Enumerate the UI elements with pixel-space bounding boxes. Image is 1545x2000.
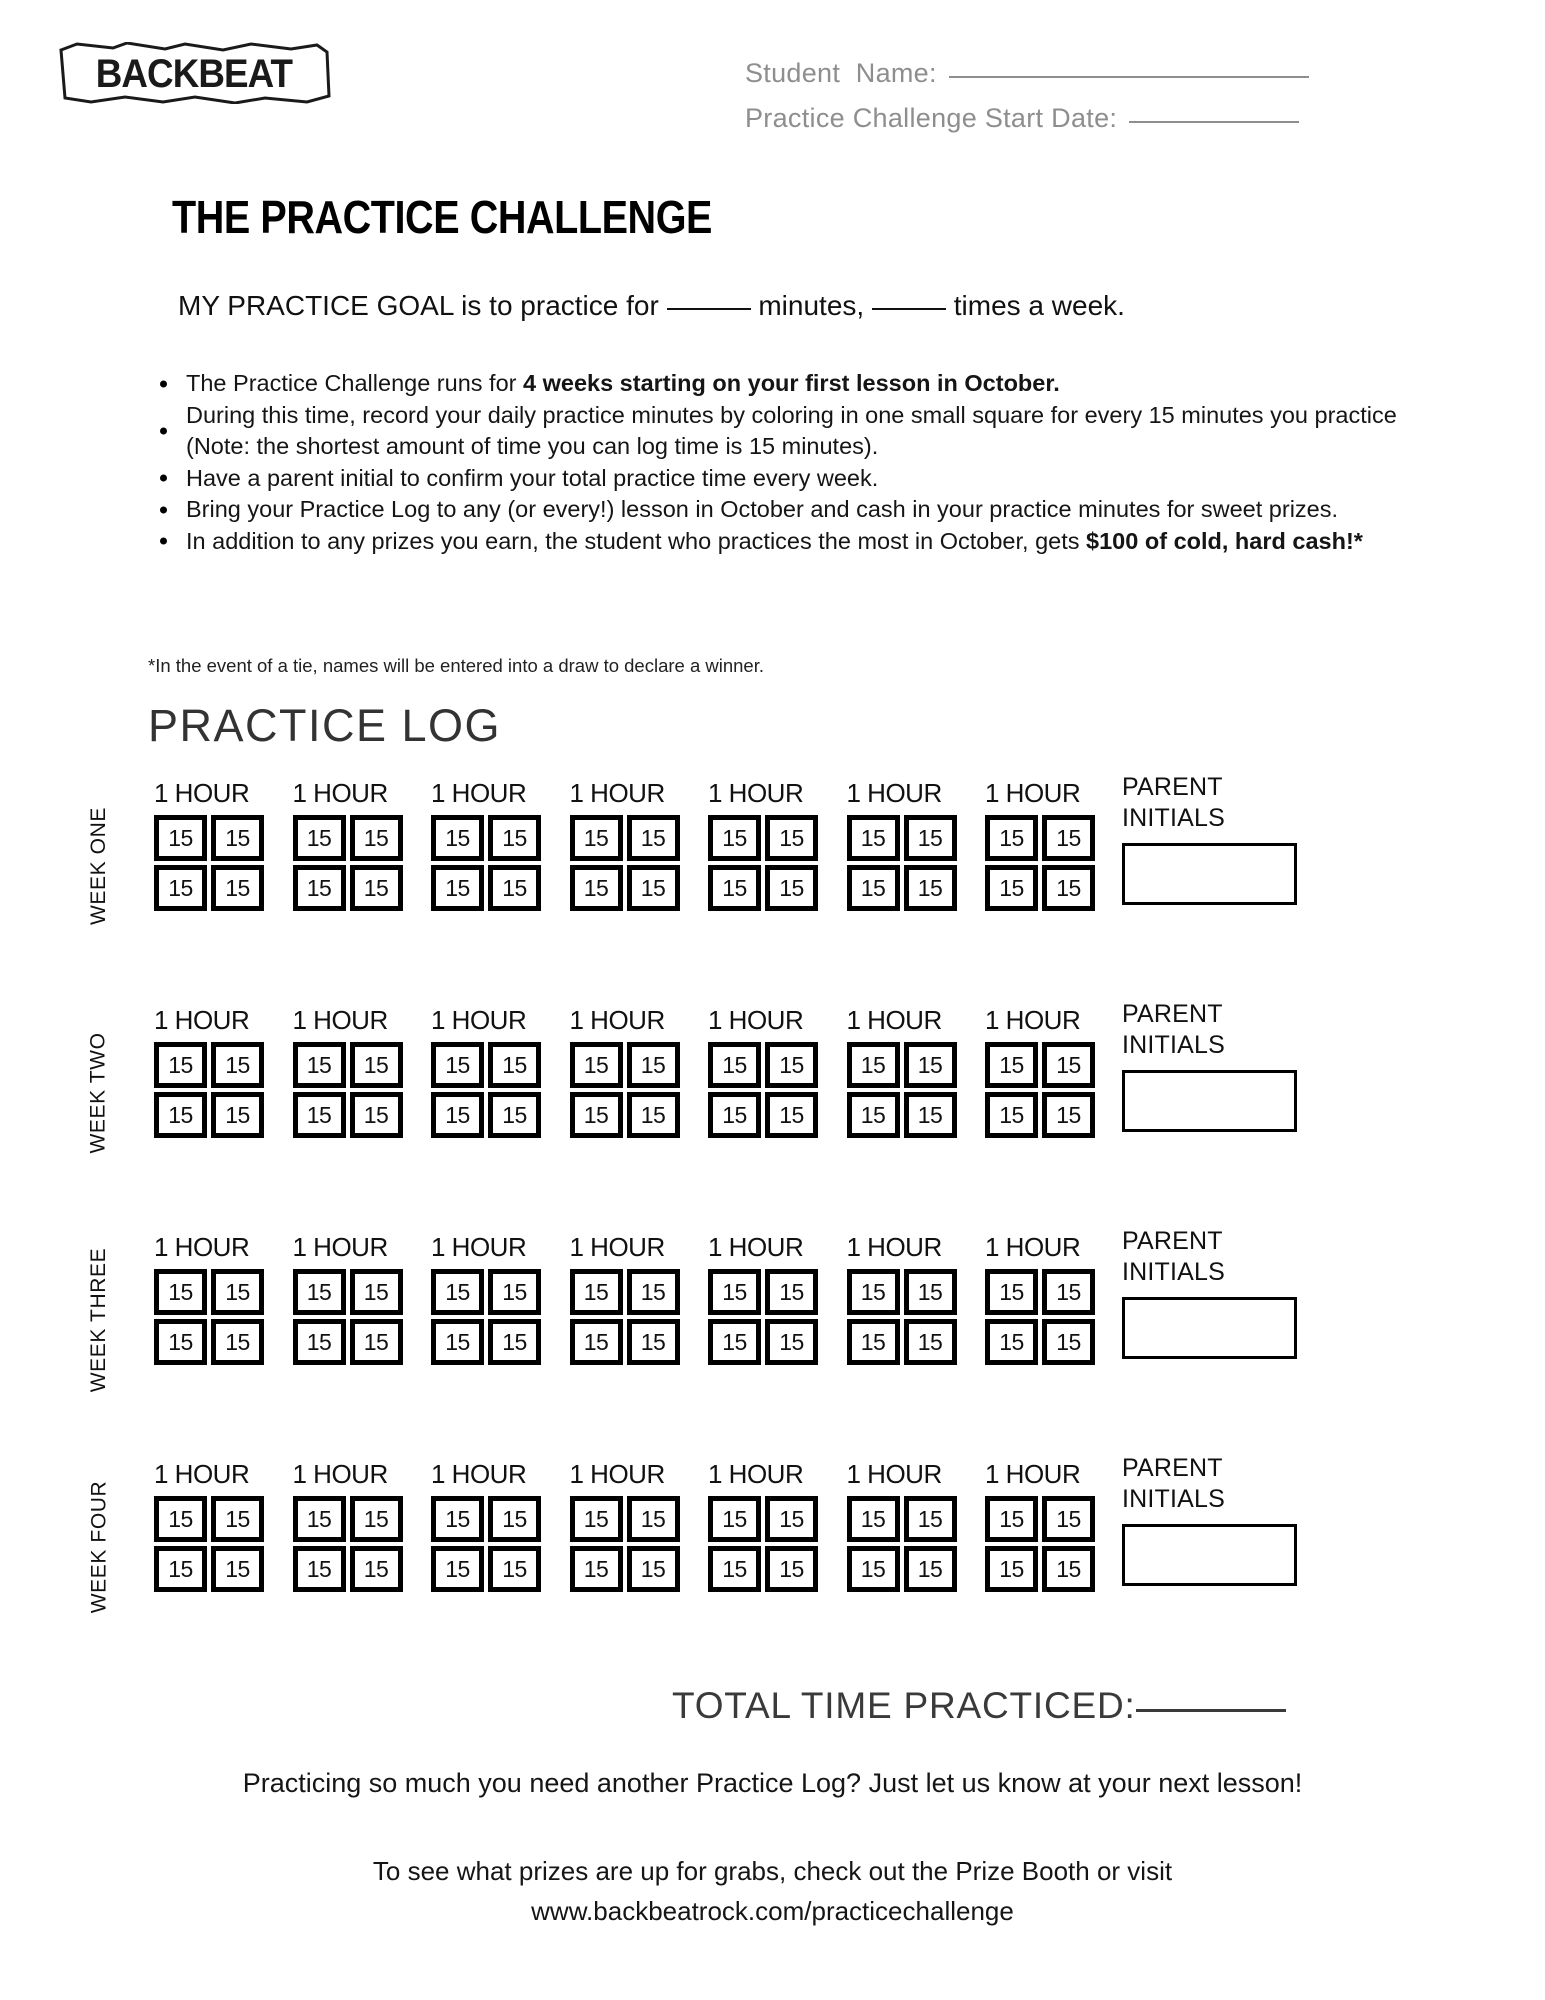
week-label-4 xyxy=(82,1459,116,1634)
quarter-hour-cell[interactable]: 15 xyxy=(904,865,957,911)
hour-block xyxy=(985,1459,1095,1592)
week-row xyxy=(82,773,1482,1005)
hour-label: 1 HOUR xyxy=(708,778,804,808)
quarter-hour-cell[interactable]: 15 xyxy=(1042,1546,1095,1592)
quarter-hour-quad xyxy=(570,815,680,911)
quarter-hour-quad xyxy=(847,1042,957,1138)
hour-label: 1 HOUR xyxy=(292,1232,388,1262)
hour-label: 1 HOUR xyxy=(846,1459,942,1489)
quarter-hour-cell[interactable]: 15 xyxy=(488,1546,541,1592)
week-label-text: WEEK THREE xyxy=(87,1247,110,1392)
instructions-list xyxy=(152,368,1402,557)
hour-label: 1 HOUR xyxy=(292,1459,388,1489)
quarter-hour-cell[interactable]: 15 xyxy=(627,1269,680,1315)
quarter-hour-quad xyxy=(708,815,818,911)
hour-label: 1 HOUR xyxy=(292,778,388,808)
goal-text-part3: times a week. xyxy=(945,290,1125,321)
hour-block xyxy=(570,1459,680,1592)
quarter-hour-cell[interactable]: 15 xyxy=(154,865,207,911)
hour-label: 1 HOUR xyxy=(569,1459,665,1489)
hour-label: 1 HOUR xyxy=(846,1232,942,1262)
bullet-text: The Practice Challenge runs for xyxy=(186,370,523,396)
parent-initials-label xyxy=(1122,772,1312,834)
parent-initials-label-line2: INITIALS xyxy=(1122,1485,1226,1513)
total-time-input[interactable] xyxy=(1136,1709,1286,1712)
page-title: THE PRACTICE CHALLENGE xyxy=(172,191,712,243)
hour-label: 1 HOUR xyxy=(569,1005,665,1035)
bullet-text: In addition to any prizes you earn, the student who practices the most in October, gets xyxy=(186,527,1087,554)
quarter-hour-cell[interactable]: 15 xyxy=(431,815,484,861)
quarter-hour-cell[interactable]: 15 xyxy=(488,865,541,911)
week-row xyxy=(82,1454,1482,1686)
total-time-practiced xyxy=(672,1685,1286,1727)
hour-block xyxy=(985,1232,1095,1365)
quarter-hour-cell[interactable]: 15 xyxy=(570,1319,623,1365)
quarter-hour-cell[interactable]: 15 xyxy=(154,1042,207,1088)
quarter-hour-cell[interactable]: 15 xyxy=(627,1092,680,1138)
quarter-hour-cell[interactable]: 15 xyxy=(765,1042,818,1088)
quarter-hour-cell[interactable]: 15 xyxy=(431,1546,484,1592)
week-label-text: WEEK TWO xyxy=(87,1031,110,1154)
quarter-hour-cell[interactable]: 15 xyxy=(293,815,346,861)
quarter-hour-cell[interactable]: 15 xyxy=(904,1496,957,1542)
quarter-hour-cell[interactable]: 15 xyxy=(1042,1092,1095,1138)
hour-label: 1 HOUR xyxy=(985,1459,1081,1489)
hour-block xyxy=(431,778,541,911)
quarter-hour-cell[interactable]: 15 xyxy=(488,1042,541,1088)
quarter-hour-quad xyxy=(154,1042,264,1138)
quarter-hour-cell[interactable]: 15 xyxy=(431,1269,484,1315)
week-label-text: WEEK ONE xyxy=(87,806,111,925)
parent-initials-label-line1: PARENT xyxy=(1122,1000,1223,1028)
hour-label: 1 HOUR xyxy=(985,1005,1081,1035)
quarter-hour-cell[interactable]: 15 xyxy=(708,1319,761,1365)
student-name-row xyxy=(745,58,1385,89)
quarter-hour-cell[interactable]: 15 xyxy=(488,1319,541,1365)
quarter-hour-cell[interactable]: 15 xyxy=(431,1042,484,1088)
hour-label: 1 HOUR xyxy=(569,778,665,808)
quarter-hour-quad xyxy=(847,1269,957,1365)
hour-block-group xyxy=(154,1005,1095,1138)
quarter-hour-cell[interactable]: 15 xyxy=(293,1496,346,1542)
parent-initials-input[interactable] xyxy=(1122,1297,1297,1359)
quarter-hour-cell[interactable]: 15 xyxy=(847,815,900,861)
quarter-hour-cell[interactable]: 15 xyxy=(985,815,1038,861)
hour-block xyxy=(847,1005,957,1138)
quarter-hour-cell[interactable]: 15 xyxy=(211,1042,264,1088)
quarter-hour-cell[interactable]: 15 xyxy=(350,1092,403,1138)
practice-log-heading: PRACTICE LOG xyxy=(148,700,502,751)
quarter-hour-cell[interactable]: 15 xyxy=(765,865,818,911)
backbeat-logo xyxy=(55,42,333,104)
quarter-hour-cell[interactable]: 15 xyxy=(708,1496,761,1542)
hour-label: 1 HOUR xyxy=(154,1005,250,1035)
quarter-hour-cell[interactable]: 15 xyxy=(1042,815,1095,861)
hour-label: 1 HOUR xyxy=(708,1232,804,1262)
quarter-hour-cell[interactable]: 15 xyxy=(765,1269,818,1315)
hour-block xyxy=(431,1005,541,1138)
quarter-hour-cell[interactable]: 15 xyxy=(293,1092,346,1138)
week-row xyxy=(82,1227,1482,1459)
list-item xyxy=(152,494,1402,526)
quarter-hour-quad xyxy=(985,815,1095,911)
quarter-hour-cell[interactable]: 15 xyxy=(154,1092,207,1138)
quarter-hour-cell[interactable]: 15 xyxy=(904,1042,957,1088)
page-footer xyxy=(0,1768,1545,1931)
quarter-hour-quad xyxy=(570,1042,680,1138)
quarter-hour-cell[interactable]: 15 xyxy=(211,1546,264,1592)
quarter-hour-cell[interactable]: 15 xyxy=(154,1319,207,1365)
hour-block xyxy=(154,1005,264,1138)
practice-goal-statement xyxy=(178,290,1125,322)
footer-prize-line: To see what prizes are up for grabs, check out the Prize Booth or visit xyxy=(372,1856,1173,1886)
quarter-hour-cell[interactable]: 15 xyxy=(350,815,403,861)
start-date-row xyxy=(745,103,1385,134)
quarter-hour-cell[interactable]: 15 xyxy=(985,1319,1038,1365)
bullet-text: Bring your Practice Log to any (or every!) lesson in October and cash in your practice minutes for sweet prizes. xyxy=(186,496,1339,522)
quarter-hour-cell[interactable]: 15 xyxy=(904,1546,957,1592)
quarter-hour-cell[interactable]: 15 xyxy=(431,865,484,911)
quarter-hour-cell[interactable]: 15 xyxy=(1042,1042,1095,1088)
quarter-hour-cell[interactable]: 15 xyxy=(847,1092,900,1138)
list-item xyxy=(152,400,1402,463)
quarter-hour-cell[interactable]: 15 xyxy=(350,1319,403,1365)
hour-block xyxy=(708,1005,818,1138)
parent-initials-label-line1: PARENT xyxy=(1122,1454,1223,1482)
quarter-hour-quad xyxy=(708,1269,818,1365)
quarter-hour-quad xyxy=(708,1042,818,1138)
quarter-hour-quad xyxy=(985,1269,1095,1365)
hour-label: 1 HOUR xyxy=(846,778,942,808)
quarter-hour-cell[interactable]: 15 xyxy=(765,1496,818,1542)
quarter-hour-cell[interactable]: 15 xyxy=(570,1092,623,1138)
quarter-hour-quad xyxy=(570,1496,680,1592)
parent-initials-input[interactable] xyxy=(1122,843,1297,905)
quarter-hour-cell[interactable]: 15 xyxy=(570,865,623,911)
quarter-hour-quad xyxy=(431,1269,541,1365)
parent-initials-input[interactable] xyxy=(1122,1070,1297,1132)
hour-label: 1 HOUR xyxy=(431,1459,527,1489)
quarter-hour-quad xyxy=(570,1269,680,1365)
hour-block xyxy=(570,1232,680,1365)
quarter-hour-quad xyxy=(293,815,403,911)
quarter-hour-cell[interactable]: 15 xyxy=(765,1546,818,1592)
parent-initials-label xyxy=(1122,999,1312,1061)
hour-block xyxy=(431,1459,541,1592)
hour-block-group xyxy=(154,1232,1095,1365)
hour-block xyxy=(985,1005,1095,1138)
list-item xyxy=(152,463,1402,495)
student-name-label: Student Name: xyxy=(745,58,937,88)
quarter-hour-cell[interactable]: 15 xyxy=(211,1092,264,1138)
quarter-hour-cell[interactable]: 15 xyxy=(985,1092,1038,1138)
quarter-hour-cell[interactable]: 15 xyxy=(293,1546,346,1592)
tie-breaker-footnote: *In the event of a tie, names will be entered into a draw to declare a winner. xyxy=(148,655,765,676)
quarter-hour-quad xyxy=(985,1496,1095,1592)
quarter-hour-cell[interactable]: 15 xyxy=(211,1496,264,1542)
quarter-hour-quad xyxy=(431,815,541,911)
hour-block-group xyxy=(154,778,1095,911)
hour-block xyxy=(570,1005,680,1138)
quarter-hour-cell[interactable]: 15 xyxy=(627,1496,680,1542)
quarter-hour-quad xyxy=(154,815,264,911)
parent-initials-input[interactable] xyxy=(1122,1524,1297,1586)
quarter-hour-quad xyxy=(293,1496,403,1592)
hour-label: 1 HOUR xyxy=(154,1232,250,1262)
quarter-hour-cell[interactable]: 15 xyxy=(708,865,761,911)
quarter-hour-cell[interactable]: 15 xyxy=(488,1496,541,1542)
quarter-hour-cell[interactable]: 15 xyxy=(293,1042,346,1088)
quarter-hour-cell[interactable]: 15 xyxy=(154,1546,207,1592)
quarter-hour-cell[interactable]: 15 xyxy=(904,1092,957,1138)
quarter-hour-cell[interactable]: 15 xyxy=(847,1269,900,1315)
footer-prize-info xyxy=(0,1851,1545,1931)
quarter-hour-cell[interactable]: 15 xyxy=(904,1269,957,1315)
quarter-hour-cell[interactable]: 15 xyxy=(765,1092,818,1138)
quarter-hour-cell[interactable]: 15 xyxy=(627,815,680,861)
quarter-hour-cell[interactable]: 15 xyxy=(985,1042,1038,1088)
quarter-hour-cell[interactable]: 15 xyxy=(154,815,207,861)
quarter-hour-cell[interactable]: 15 xyxy=(847,865,900,911)
quarter-hour-cell[interactable]: 15 xyxy=(708,815,761,861)
quarter-hour-cell[interactable]: 15 xyxy=(570,1496,623,1542)
quarter-hour-cell[interactable]: 15 xyxy=(350,865,403,911)
week-label-2 xyxy=(82,1005,116,1180)
hour-block xyxy=(708,778,818,911)
quarter-hour-cell[interactable]: 15 xyxy=(570,1269,623,1315)
list-item xyxy=(152,526,1402,558)
quarter-hour-cell[interactable]: 15 xyxy=(847,1496,900,1542)
hour-block xyxy=(708,1459,818,1592)
quarter-hour-cell[interactable]: 15 xyxy=(627,1319,680,1365)
hour-block xyxy=(293,1459,403,1592)
hour-label: 1 HOUR xyxy=(569,1232,665,1262)
quarter-hour-cell[interactable]: 15 xyxy=(350,1269,403,1315)
parent-initials-label-line1: PARENT xyxy=(1122,773,1223,801)
parent-initials-label-line2: INITIALS xyxy=(1122,804,1226,832)
hour-label: 1 HOUR xyxy=(431,778,527,808)
footer-note: Practicing so much you need another Practice Log? Just let us know at your next lesson! xyxy=(242,1768,1303,1798)
bullet-text: During this time, record your daily practice minutes by coloring in one small square for every 15 minutes you practice (Note: the shortest amount of time you can log time is 15 minutes). xyxy=(186,401,1397,459)
quarter-hour-cell[interactable]: 15 xyxy=(570,1546,623,1592)
quarter-hour-cell[interactable]: 15 xyxy=(847,1042,900,1088)
quarter-hour-cell[interactable]: 15 xyxy=(1042,865,1095,911)
quarter-hour-cell[interactable]: 15 xyxy=(985,1496,1038,1542)
hour-block-group xyxy=(154,1459,1095,1592)
quarter-hour-quad xyxy=(293,1269,403,1365)
quarter-hour-quad xyxy=(293,1042,403,1138)
hour-label: 1 HOUR xyxy=(154,1459,250,1489)
start-date-input[interactable] xyxy=(1129,121,1299,123)
student-name-input[interactable] xyxy=(949,76,1309,78)
quarter-hour-cell[interactable]: 15 xyxy=(154,1269,207,1315)
quarter-hour-cell[interactable]: 15 xyxy=(431,1092,484,1138)
quarter-hour-cell[interactable]: 15 xyxy=(570,1042,623,1088)
quarter-hour-cell[interactable]: 15 xyxy=(708,1546,761,1592)
hour-label: 1 HOUR xyxy=(431,1232,527,1262)
hour-block xyxy=(154,1232,264,1365)
hour-block xyxy=(293,1232,403,1365)
quarter-hour-quad xyxy=(154,1269,264,1365)
quarter-hour-cell[interactable]: 15 xyxy=(293,1319,346,1365)
week-label-3 xyxy=(82,1232,116,1407)
quarter-hour-cell[interactable]: 15 xyxy=(211,865,264,911)
hour-block xyxy=(154,1459,264,1592)
quarter-hour-cell[interactable]: 15 xyxy=(708,1092,761,1138)
hour-label: 1 HOUR xyxy=(431,1005,527,1035)
quarter-hour-cell[interactable]: 15 xyxy=(1042,1269,1095,1315)
quarter-hour-cell[interactable]: 15 xyxy=(154,1496,207,1542)
quarter-hour-cell[interactable]: 15 xyxy=(985,1546,1038,1592)
quarter-hour-cell[interactable]: 15 xyxy=(708,1042,761,1088)
quarter-hour-cell[interactable]: 15 xyxy=(904,1319,957,1365)
quarter-hour-quad xyxy=(154,1496,264,1592)
quarter-hour-cell[interactable]: 15 xyxy=(488,815,541,861)
parent-initials-group xyxy=(1122,772,1312,905)
quarter-hour-cell[interactable]: 15 xyxy=(627,1546,680,1592)
total-label: TOTAL TIME PRACTICED: xyxy=(672,1685,1136,1726)
list-item xyxy=(152,368,1402,400)
quarter-hour-quad xyxy=(708,1496,818,1592)
goal-text-part1: MY PRACTICE GOAL is to practice for xyxy=(178,290,667,321)
quarter-hour-cell[interactable]: 15 xyxy=(350,1546,403,1592)
quarter-hour-quad xyxy=(431,1042,541,1138)
parent-initials-group xyxy=(1122,999,1312,1132)
hour-label: 1 HOUR xyxy=(846,1005,942,1035)
quarter-hour-quad xyxy=(847,815,957,911)
quarter-hour-cell[interactable]: 15 xyxy=(1042,1319,1095,1365)
hour-label: 1 HOUR xyxy=(708,1005,804,1035)
quarter-hour-cell[interactable]: 15 xyxy=(765,815,818,861)
quarter-hour-cell[interactable]: 15 xyxy=(904,815,957,861)
week-label-text: WEEK FOUR xyxy=(87,1480,111,1613)
hour-block xyxy=(154,778,264,911)
svg-text:BACKBEAT: BACKBEAT xyxy=(95,51,293,97)
quarter-hour-cell[interactable]: 15 xyxy=(627,865,680,911)
parent-initials-label-line1: PARENT xyxy=(1122,1227,1223,1255)
quarter-hour-cell[interactable]: 15 xyxy=(293,1269,346,1315)
quarter-hour-cell[interactable]: 15 xyxy=(708,1269,761,1315)
hour-block xyxy=(847,1232,957,1365)
week-label-1 xyxy=(82,778,116,953)
hour-block xyxy=(847,778,957,911)
quarter-hour-cell[interactable]: 15 xyxy=(431,1319,484,1365)
quarter-hour-cell[interactable]: 15 xyxy=(570,815,623,861)
quarter-hour-cell[interactable]: 15 xyxy=(211,1319,264,1365)
quarter-hour-cell[interactable]: 15 xyxy=(847,1546,900,1592)
hour-block xyxy=(570,778,680,911)
quarter-hour-cell[interactable]: 15 xyxy=(293,865,346,911)
footer-website-url[interactable]: www.backbeatrock.com/practicechallenge xyxy=(531,1896,1014,1926)
quarter-hour-cell[interactable]: 15 xyxy=(431,1496,484,1542)
parent-initials-label-line2: INITIALS xyxy=(1122,1258,1226,1286)
parent-initials-label xyxy=(1122,1226,1312,1288)
goal-minutes-input[interactable] xyxy=(667,308,751,310)
header-form-fields xyxy=(745,58,1385,148)
quarter-hour-cell[interactable]: 15 xyxy=(1042,1496,1095,1542)
hour-label: 1 HOUR xyxy=(154,778,250,808)
hour-block xyxy=(847,1459,957,1592)
bullet-emphasis: $100 of cold, hard cash!* xyxy=(1086,527,1363,554)
parent-initials-group xyxy=(1122,1453,1312,1586)
bullet-text: Have a parent initial to confirm your total practice time every week. xyxy=(186,464,879,491)
page-header xyxy=(0,0,1545,150)
hour-label: 1 HOUR xyxy=(708,1459,804,1489)
hour-block xyxy=(293,778,403,911)
quarter-hour-cell[interactable]: 15 xyxy=(985,1269,1038,1315)
quarter-hour-cell[interactable]: 15 xyxy=(211,1269,264,1315)
quarter-hour-cell[interactable]: 15 xyxy=(488,1092,541,1138)
quarter-hour-quad xyxy=(847,1496,957,1592)
goal-times-input[interactable] xyxy=(872,308,946,310)
quarter-hour-cell[interactable]: 15 xyxy=(765,1319,818,1365)
week-row xyxy=(82,1000,1482,1232)
goal-text-part2: minutes, xyxy=(750,290,872,321)
quarter-hour-cell[interactable]: 15 xyxy=(350,1042,403,1088)
hour-block xyxy=(985,778,1095,911)
quarter-hour-cell[interactable]: 15 xyxy=(847,1319,900,1365)
hour-label: 1 HOUR xyxy=(985,778,1081,808)
quarter-hour-quad xyxy=(985,1042,1095,1138)
quarter-hour-cell[interactable]: 15 xyxy=(350,1496,403,1542)
bullet-emphasis: 4 weeks starting on your first lesson in October. xyxy=(523,370,1060,396)
hour-label: 1 HOUR xyxy=(292,1005,388,1035)
quarter-hour-quad xyxy=(431,1496,541,1592)
parent-initials-label-line2: INITIALS xyxy=(1122,1031,1226,1059)
quarter-hour-cell[interactable]: 15 xyxy=(985,865,1038,911)
parent-initials-group xyxy=(1122,1226,1312,1359)
hour-block xyxy=(708,1232,818,1365)
hour-label: 1 HOUR xyxy=(985,1232,1081,1262)
quarter-hour-cell[interactable]: 15 xyxy=(488,1269,541,1315)
practice-log-grid xyxy=(82,773,1482,1686)
quarter-hour-cell[interactable]: 15 xyxy=(211,815,264,861)
hour-block xyxy=(431,1232,541,1365)
parent-initials-label xyxy=(1122,1453,1312,1515)
start-date-label: Practice Challenge Start Date: xyxy=(745,103,1118,133)
hour-block xyxy=(293,1005,403,1138)
quarter-hour-cell[interactable]: 15 xyxy=(627,1042,680,1088)
